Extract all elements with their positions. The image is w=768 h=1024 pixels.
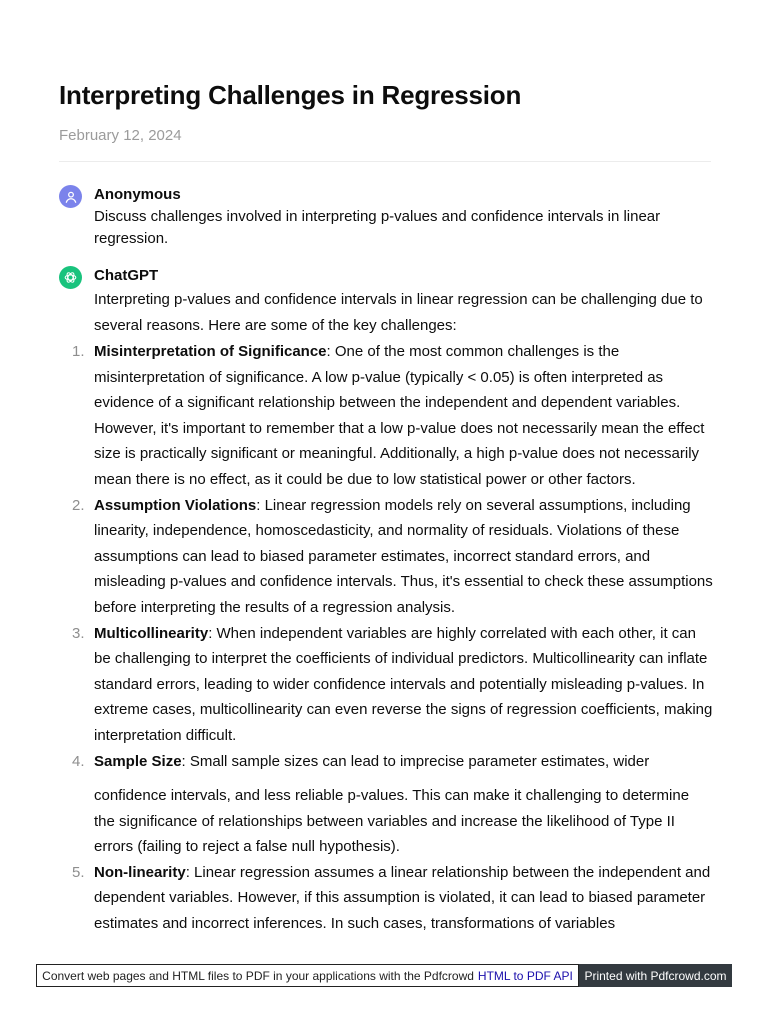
list-item-text: : Small sample sizes can lead to imprecise parameter estimates, wider [181,752,650,770]
openai-logo-icon [63,270,78,285]
page-title: Interpreting Challenges in Regression [59,80,522,110]
list-item-number: 1. [72,343,85,360]
printed-with-badge[interactable]: Printed with Pdfcrowd.com [579,964,732,987]
list-item-text: : Linear regression assumes a linear relationship between the independent and dependent variables. However, if this assumption is violated, it can lead to biased parameter estimates and incorrect inferences. In such cases, transformations of variables [94,863,711,933]
challenges-list [72,339,714,937]
list-item-term: Misinterpretation of Significance [94,343,327,360]
user-avatar [59,185,82,208]
footer-notice [36,964,579,987]
assistant-intro-text: Interpreting p-values and confidence intervals in linear regression can be challenging due to several reasons. Here are some of the key challenges: [94,291,703,334]
list-item-term: Non-linearity [94,863,186,881]
list-item-number: 4. [72,752,85,770]
user-message-text: Discuss challenges involved in interpreting p-values and confidence intervals in linear regression. [94,208,661,247]
list-item-text: : One of the most common challenges is the misinterpretation of significance. A low p-value (typically < 0.05) is often interpreted as evidence of a significant relationship between the independent and dependent variables. However, it's important to remember that a low p-value does not necessarily mean the effect size is practically significant or meaningful. Additionally, a high p-value does not necessarily mean there is no effect, as it could be due to low statistical power or other factors. [94,343,705,488]
list-item-term: Assumption Violations [94,496,257,514]
list-item-term: Multicollinearity [94,624,209,642]
chatgpt-avatar [59,266,82,289]
assistant-author-name: ChatGPT [94,267,159,284]
list-item [72,339,714,493]
footer-notice-text: Convert web pages and HTML files to PDF in your applications with the Pdfcrowd [42,968,474,983]
conversation-date: February 12, 2024 [59,127,182,144]
list-item-term: Sample Size [94,752,182,770]
list-item-number: 2. [72,496,85,514]
list-item-text-continued: confidence intervals, and less reliable p-values. This can make it challenging to determine the significance of relationships between variables and increase the likelihood of Type II errors (failing to reject a false null hypothesis). [94,787,690,856]
user-icon [64,190,78,204]
list-item-number: 5. [72,863,85,881]
list-item [72,621,714,749]
pdf-footer [36,964,732,987]
list-item-text: : When independent variables are highly correlated with each other, it can be challenging to interpret the coefficients of individual predictors. Multicollinearity can inflate standard errors, leading to wider confidence intervals and potentially misleading p-values. In extreme cases, multicollinearity can even reverse the signs of regression coefficients, making interpretation difficult. [94,624,713,744]
list-item-text: : Linear regression models rely on several assumptions, including linearity, independence, homoscedasticity, and normality of residuals. Violations of these assumptions can lead to biased parameter estimates, incorrect standard errors, and misleading p-values and confidence intervals. Thus, it's essential to check these assumptions before interpreting the results of a regression analysis. [94,496,713,616]
html-to-pdf-api-link[interactable]: HTML to PDF API [477,968,573,983]
user-author-name: Anonymous [94,186,181,203]
list-item-number: 3. [72,624,85,642]
list-item [72,749,714,860]
list-item [72,493,714,621]
header-divider [59,161,711,162]
page-break-gap [94,774,714,783]
list-item [72,860,714,937]
